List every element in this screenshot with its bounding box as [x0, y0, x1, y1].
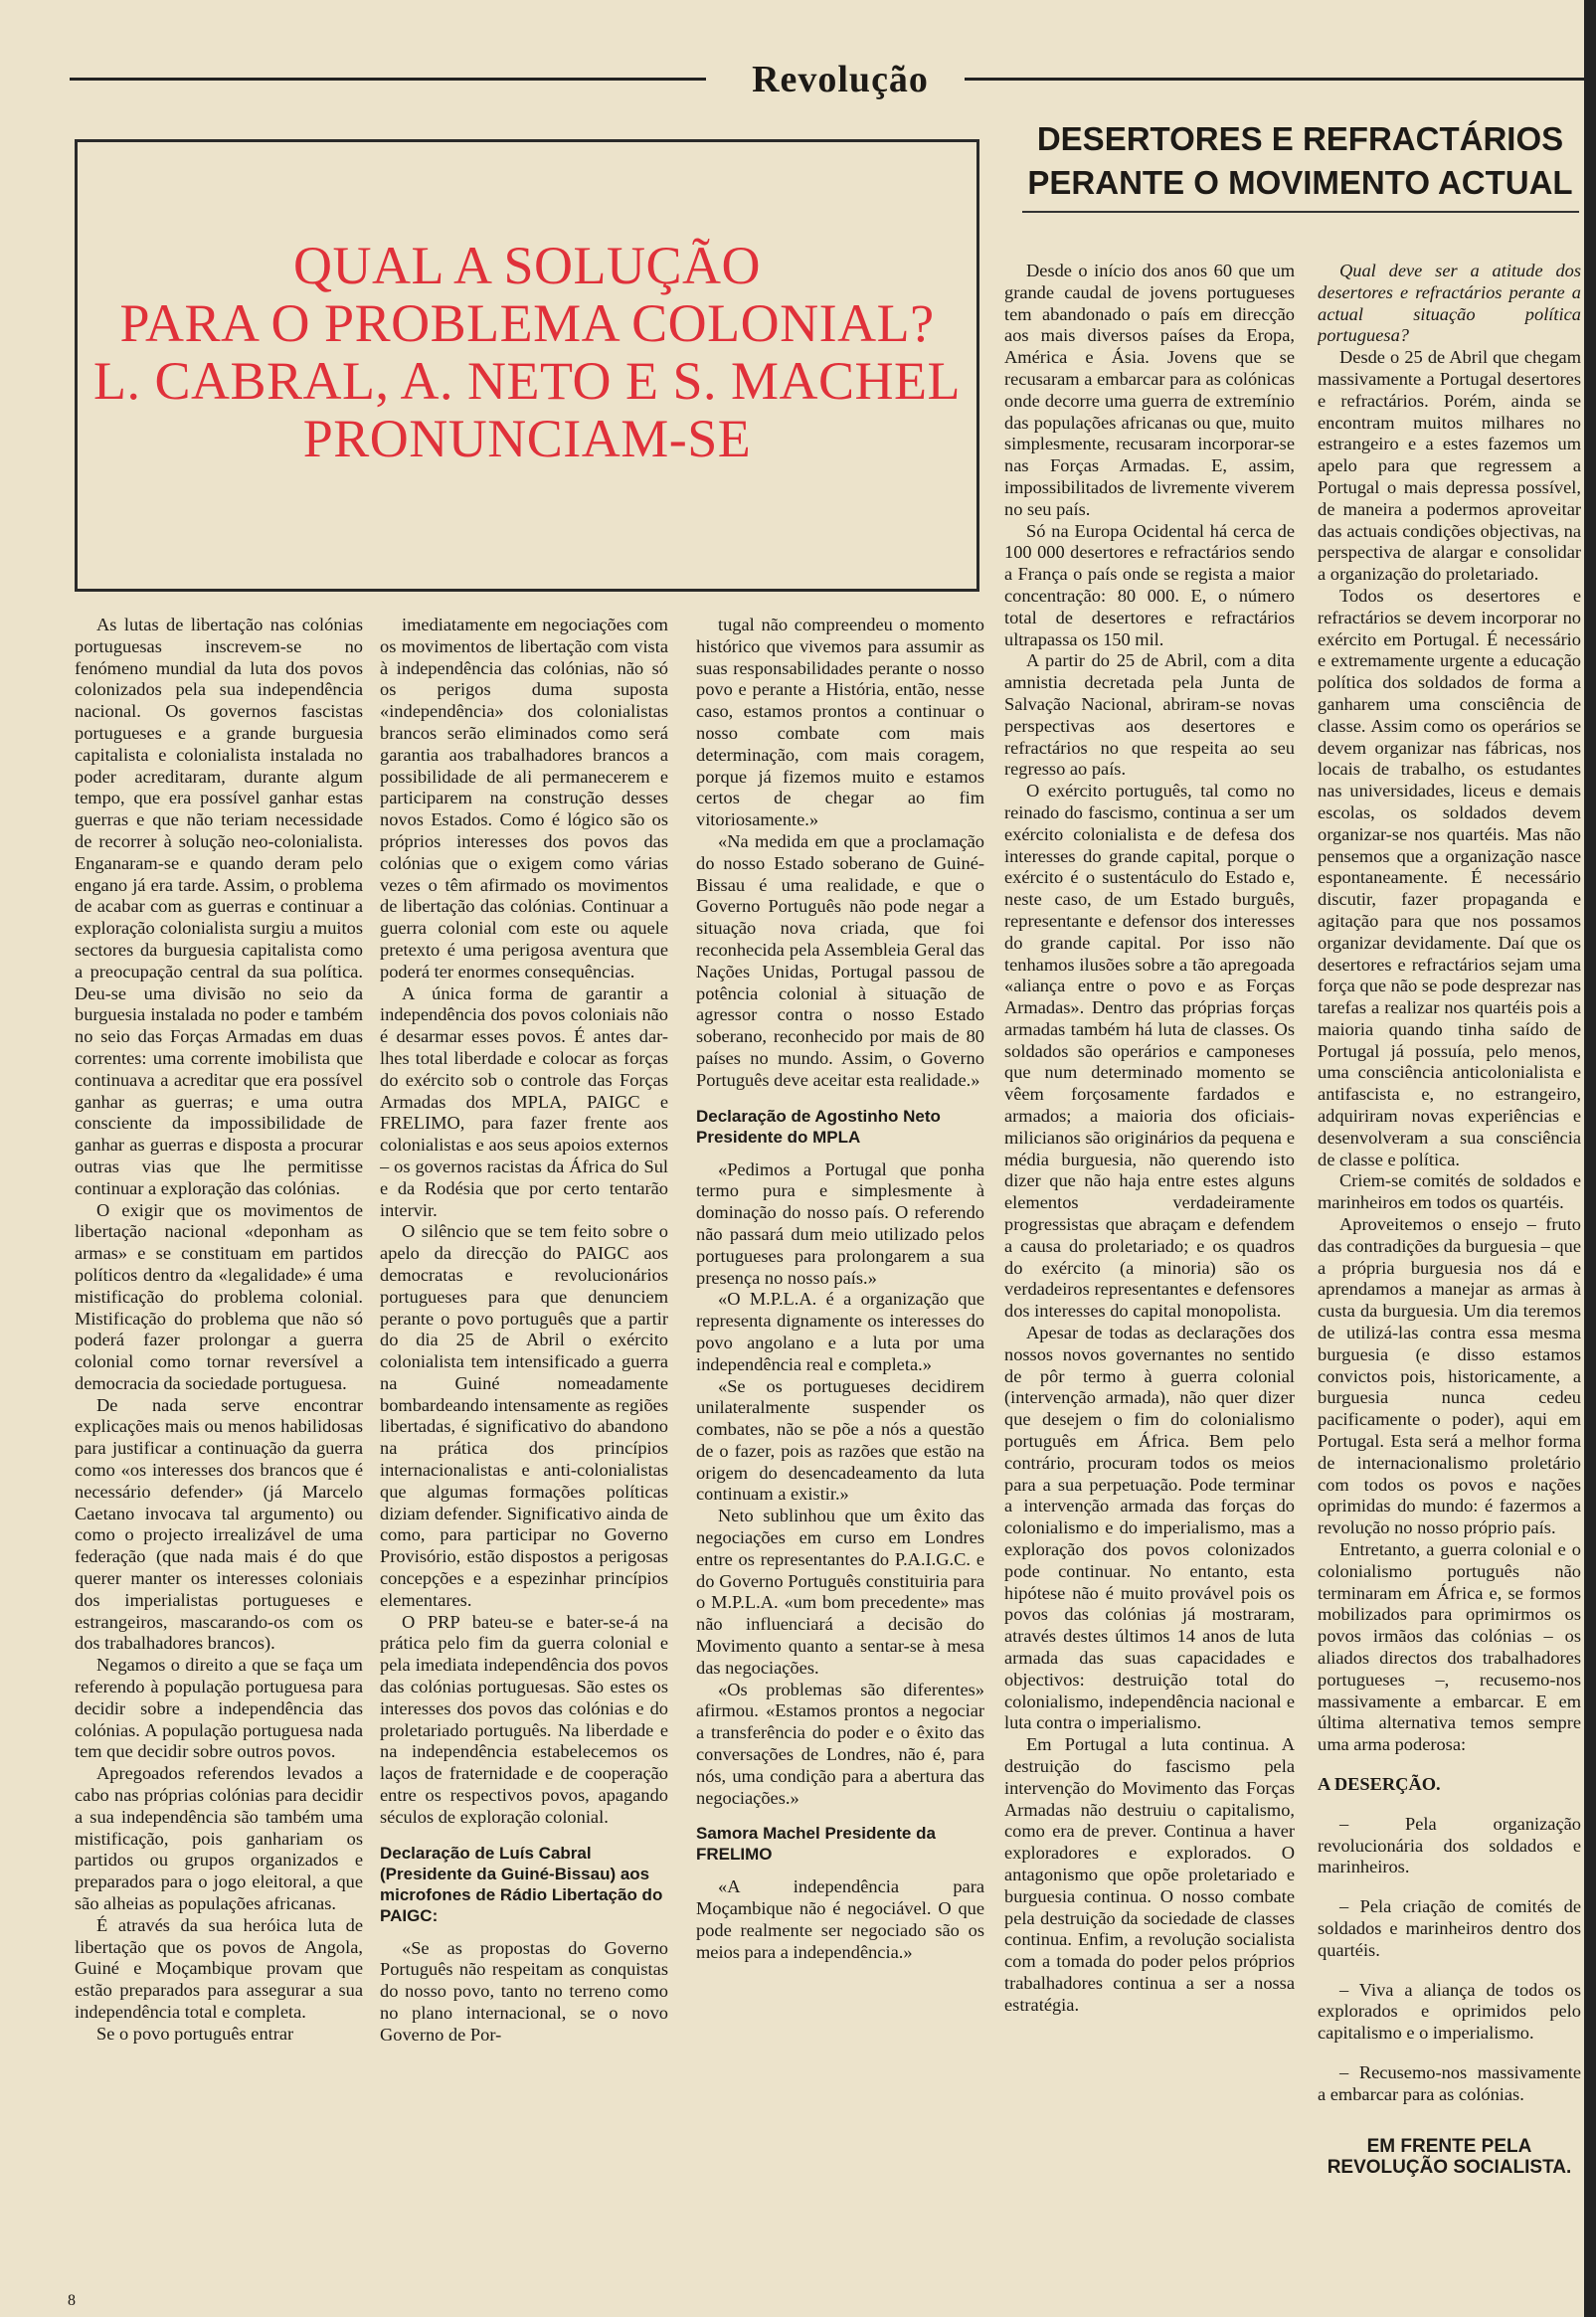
paragraph: Neto sublinhou que um êxito das negociações em curso em Londres entre os representantes do P.A.I.G.C. e do Governo Português constituiria para o M.P.L.A. «um bom precedente» mas não influenciará a decisão do Movimento quanto a sentar-se à mesa das negociações.	[696, 1506, 984, 1678]
desertion-callout: A DESERÇÃO.	[1318, 1773, 1441, 1794]
paragraph: O exigir que os movimentos de libertação nacional «deponham as armas» e se constituam em partidos políticos dentro da «legalidade» é uma mistificação do problema colonial. Mistificação do problema que não só poderá fazer prolongar a guerra colonial como tornar reversível a democracia da sociedade portuguesa.	[75, 1199, 363, 1393]
masthead-name: Revolução	[752, 59, 929, 100]
subheading-machel: Samora Machel Presidente da FRELIMO	[696, 1824, 936, 1865]
article-column-3	[696, 615, 984, 2280]
headline-line-2: PARA O PROBLEMA COLONIAL?	[119, 293, 935, 353]
paragraph: Aproveitemos o ensejo – fruto das contradições da burguesia – que a própria burguesia nos dá e aprendamos a manejar as armas à custa da burguesia. Um dia teremos de utilizá-las contra essa mesma burguesia (e disso estamos convictos pois, historicamente, a burguesia nunca cedeu pacificamente o poder), aqui em Portugal. Esta será a melhor forma de internacionalismo proletário com todos os povos e nações oprimidas do mundo: é fazermos a revolução no nosso próprio país.	[1318, 1214, 1581, 1538]
article-column-5	[1318, 261, 1581, 2289]
paragraph: É através da sua heróica luta de libertação que os povos de Angola, Guiné e Moçambique provam que estão preparados para assegurar a sua independência total e completa.	[75, 1914, 363, 2022]
paragraph: As lutas de libertação nas colónias portuguesas inscrevem-se no fenómeno mundial da luta dos povos colonizados pela sua independência nacional. Os governos fascistas portugueses e a grande burguesia capitalista e colonialista instalada no poder acreditaram, durante algum tempo, que era possível ganhar estas guerras e que não teriam necessidade de recorrer à solução neo-colonialista. Enganaram-se e quando deram pelo engano já era tarde. Assim, o problema de acabar com as guerras e continuar a exploração colonialista surgiu a muitos sectores da burguesia capitalista como a preocupação central da sua política. Deu-se uma divisão no seio da burguesia instalada no poder e também no seio das Forças Armadas em duas correntes: uma corrente imobilista que continuava a acreditar que era possível ganhar as guerras; e uma outra consciente da impossibilidade de ganhar as guerras e disposta a procurar outras vias que lhe permitisse continuar a exploração das colónias.	[75, 615, 363, 1198]
slogan: – Viva a aliança de todos os explorados e oprimidos pelo capitalismo e o imperialismo.	[1318, 1979, 1581, 2044]
paragraph: «Os problemas são diferentes» afirmou. «Estamos prontos a negociar a transferência do poder e o êxito das conversações de Londres, não é, para nós, uma condição para a abertura das negociações.»	[696, 1679, 984, 1808]
masthead	[70, 58, 1596, 100]
subheading-cabral: Declaração de Luís Cabral (Presidente da Guiné-Bissau) aos microfones de Rádio Libertação do PAIGC:	[380, 1843, 663, 1925]
headline-line-3: L. CABRAL, A. NETO E S. MACHEL	[92, 351, 962, 411]
paragraph: O exército português, tal como no reinado do fascismo, continua a ser um exército colonialista e de defesa dos interesses do grande capital, porque o exército é o sustentáculo do Estado e, neste caso, de um Estado burguês, representante e defensor dos interesses do grande capital. Por isso não tenhamos ilusões sobre a tão apregoada «aliança entre o povo e as Forças Armadas». Dentro das próprias forças armadas também há luta de classes. Os soldados são operários e camponeses que num determinado momento se vêem forçosamente fardados e armados; a maioria dos oficiais-milicianos são originários da pequena e média burguesia, não querendo isto dizer que não haja entre estes alguns elementos verdadeiramente progressistas que abraçam e defendem a causa do proletariado; e os quadros do exército (a minoria) são os verdadeiros representantes e defensores dos interesses do capital monopolista.	[1004, 781, 1295, 1322]
closing-slogan: EM FRENTE PELA REVOLUÇÃO SOCIALISTA.	[1327, 2135, 1572, 2179]
page-number: 8	[68, 2292, 76, 2309]
paragraph: O PRP bateu-se e bater-se-á na prática pelo fim da guerra colonial e pela imediata independência dos povos das colónias portuguesas. São estes os interesses dos povos das colónias e do proletariado português. Na liberdade e na independência estabelecemos os laços de fraternidade e de cooperação entre os respectivos povos, apagando séculos de exploração colonial.	[380, 1611, 668, 1827]
slogan: – Pela organização revolucionária dos soldados e marinheiros.	[1318, 1813, 1581, 1877]
right-headline-line-1: DESERTORES E REFRACTÁRIOS	[1036, 120, 1564, 157]
paragraph: Todos os desertores e refractários se devem incorporar no exército em Portugal. É necessário e extremamente urgente a educação política dos soldados de forma a ganharem uma consciência de classe. Assim como os operários se devem organizar nas fábricas, nos locais de trabalho, os estudantes nas universidades, liceus e demais escolas, os soldados devem organizar-se nos quartéis. Mas não pensemos que a organização nasce espontaneamente. É necessário discutir, fazer propaganda e agitação para que nos possamos organizar devidamente. Daí que os desertores e refractários sejam uma força que não se pode desprezar nas tarefas a realizar nos quartéis pois a maioria quando tinha saído de Portugal já possuía, pelo menos, uma consciência anticolonialista e antifascista e, no estrangeiro, adquiriram novas experiências e desenvolveram a sua consciência de classe e política.	[1318, 585, 1581, 1169]
paragraph: O silêncio que se tem feito sobre o apelo da direcção do PAIGC aos democratas e revolucionários portugueses para que denunciem perante o povo português que a partir do dia 25 de Abril o exército colonialista tem intensificado a guerra na Guiné nomeadamente bombardeando intensamente as regiões libertadas, é significativo do abandono na prática dos princípios internacionalistas e anti-colonialistas que algumas formações políticas diziam defender. Significativo ainda de como, para participar no Governo Provisório, estão dispostos a perigosas concepções e a espezinhar princípios elementares.	[380, 1221, 668, 1610]
masthead-rule-left	[70, 78, 706, 81]
question-lead: Qual deve ser a atitude dos desertores e refractários perante a actual situação política portuguesa?	[1318, 261, 1581, 346]
paragraph: A partir do 25 de Abril, com a dita amnistia decretada pela Junta de Salvação Nacional, abriram-se novas perspectivas aos desertores e refractários no que respeita ao seu regresso ao país.	[1004, 650, 1295, 780]
paragraph: Em Portugal a luta continua. A destruição do fascismo pela intervenção do Movimento das Forças Armadas não destruiu o capitalismo, como era de prever. Continua a haver exploradores e explorados. O antagonismo que opõe proletariado e burguesia continua. O nosso combate pela destruição da sociedade de classes continua. Enfim, a revolução socialista com a tomada do poder pelos próprios trabalhadores continua a ser a nossa estratégia.	[1004, 1734, 1295, 2015]
article-column-4	[1004, 261, 1295, 2289]
paragraph: imediatamente em negociações com os movimentos de libertação com vista à independência das colónias, não só os perigos duma suposta «independência» dos colonialistas brancos serão eliminados como será garantia aos trabalhadores brancos a possibilidade de ali permanecerem e participarem na construção desses novos Estados. Como é lógico são os próprios interesses dos povos das colónias que o exigem como várias vezes o têm afirmado os movimentos de libertação das colónias. Continuar a guerra colonial com este ou aquele pretexto é uma perigosa aventura que poderá ter enormes consequências.	[380, 615, 668, 981]
paragraph: Só na Europa Ocidental há cerca de 100 000 desertores e refractários sendo a França o país onde se regista a maior concentração: 80 000. E, o número total de desertores e refractários ultrapassa os 150 mil.	[1004, 520, 1295, 649]
paragraph: Criem-se comités de soldados e marinheiros em todos os quartéis.	[1318, 1170, 1581, 1213]
headline-box	[75, 139, 979, 592]
paragraph: «Se as propostas do Governo Português não respeitam as conquistas do nosso povo, tanto no terreno como no plano internacional, se o novo Governo de Por-	[380, 1937, 668, 2045]
right-headline-line-2: PERANTE O MOVIMENTO ACTUAL	[1027, 164, 1573, 201]
headline	[78, 237, 976, 467]
paragraph: Negamos o direito a que se faça um referendo à população portuguesa para decidir sobre a independência das colónias. A população portuguesa nada tem que decidir sobre outros povos.	[75, 1655, 363, 1762]
paragraph: tugal não compreendeu o momento histórico que vivemos para assumir as suas responsabilidades perante o nosso povo e perante a História, então, nesse caso, estamos prontos a continuar o nosso combate com mais determinação, com mais coragem, porque já fizemos muito e estamos certos de chegar ao fim vitoriosamente.»	[696, 615, 984, 830]
paragraph: «A independência para Moçambique não é negociável. O que pode realmente ser negociado são os meios para a independência.»	[696, 1876, 984, 1962]
paragraph: Se o povo português entrar	[96, 2023, 294, 2044]
paragraph: A única forma de garantir a independência dos povos coloniais não é desarmar esses povos. É antes dar-lhes total liberdade e colocar as forças do exército sob o controle das Forças Armadas dos MPLA, PAIGC e FRELIMO, para fazer frente aos colonialistas e aos seus apoios externos – os governos racistas da África do Sul e da Rodésia que por certo tentarão intervir.	[380, 982, 668, 1220]
right-headline-rule	[1022, 211, 1579, 213]
paragraph: Apregoados referendos levados a cabo nas próprias colónias para decidir a sua independência são também uma mistificação, pois ganhariam os partidos ou grupos organizados e preparados para o jogo eleitoral, a que são alheias as populações africanas.	[75, 1763, 363, 1914]
headline-line-1: QUAL A SOLUÇÃO	[292, 236, 762, 295]
subheading-neto: Declaração de Agostinho Neto Presidente do MPLA	[696, 1106, 941, 1147]
paragraph: Desde o 25 de Abril que chegam massivamente a Portugal desertores e refractários. Porém, ainda se encontram muitos milhares no estrangeiro e a estes fazemos um apelo para que regressem a Portugal o mais depressa possível, de maneira a podermos aproveitar das actuais condições objectivas, na perspectiva de alargar e consolidar a organização do proletariado.	[1318, 347, 1581, 585]
article-column-1	[75, 615, 363, 2280]
article-column-2	[380, 615, 668, 2280]
slogan: – Recusemo-nos massivamente a embarcar para as colónias.	[1318, 2061, 1581, 2104]
headline-line-4: PRONUNCIAM-SE	[302, 409, 752, 468]
masthead-rule-right	[965, 78, 1596, 81]
slogan: – Pela criação de comités de soldados e marinheiros dentro dos quartéis.	[1318, 1896, 1581, 1960]
paragraph: Desde o início dos anos 60 que um grande caudal de jovens portugueses tem abandonado o país em direcção aos mais diversos países da Eropa, América e Ásia. Jovens que se recusaram a embarcar para as colónicas onde decorre uma guerra de extremínio das populações africanas ou que, muito simplesmente, recusaram incorporar-se nas Forças Armadas. E, assim, impossibilitados de livremente viverem no seu país.	[1004, 261, 1295, 519]
paragraph: «Pedimos a Portugal que ponha termo pura e simplesmente à dominação do nosso país. O referendo não passará dum meio utilizado pelos portugueses para prolongarem a sua presença no nosso país.»	[696, 1158, 984, 1288]
paragraph: De nada serve encontrar explicações mais ou menos habilidosas para justificar a continuação da guerra como «os interesses dos brancos que é necessário defender» (já Marcelo Caetano invocava tal argumento) ou como o projecto irrealizável de uma federação (que nada mais é do que querer manter os interesses coloniais dos imperialistas portugueses e estrangeiros, mascarando-os com os dos trabalhadores brancos).	[75, 1394, 363, 1654]
paragraph: «Se os portugueses decidirem unilateralmente suspender os combates, não se põe a nós a questão de o fazer, pois as razões que estão na origem do desencadeamento da luta continuam a existir.»	[696, 1375, 984, 1505]
paragraph: «O M.P.L.A. é a organização que representa dignamente os interesses do povo angolano e a luta por uma independência real e completa.»	[696, 1289, 984, 1374]
right-article-headline	[1004, 117, 1596, 213]
paragraph: Entretanto, a guerra colonial e o colonialismo português não terminaram em África e, se formos mobilizados para oprimirmos os povos irmãos das colónias – os aliados directos dos trabalhadores portugueses –, recusemo-nos massivamente a embarcar. E em última alternativa temos sempre uma arma poderosa:	[1318, 1539, 1581, 1755]
paragraph: «Na medida em que a proclamação do nosso Estado soberano de Guiné-Bissau é uma realidade, e que o Governo Português não pode negar a situação nova criada, que foi reconhecida pela Assembleia Geral das Nações Unidas, Portugal passou de potência colonial à situação de agressor contra o nosso Estado soberano, reconhecido por mais de 80 países no mundo. Assim, o Governo Português deve aceitar esta realidade.»	[696, 830, 984, 1090]
page-binding-edge	[1584, 0, 1596, 2317]
paragraph: Apesar de todas as declarações dos nossos novos governantes no sentido de pôr termo à guerra colonial (intervenção armada), não quer dizer que desejem o fim do colonialismo português em África. Bem pelo contrário, procuram todos os meios para a sua perpetuação. Pode terminar a intervenção armada das forças do colonialismo e do imperialismo, mas a exploração dos povos colonizados pode continuar. No entanto, esta hipótese não é muito provável pois os povos das colónias já mostraram, através destes últimos 14 anos de luta armada das suas capacidades e objectivos: destruição total do colonialismo, independência nacional e luta contra o imperialismo.	[1004, 1323, 1295, 1733]
